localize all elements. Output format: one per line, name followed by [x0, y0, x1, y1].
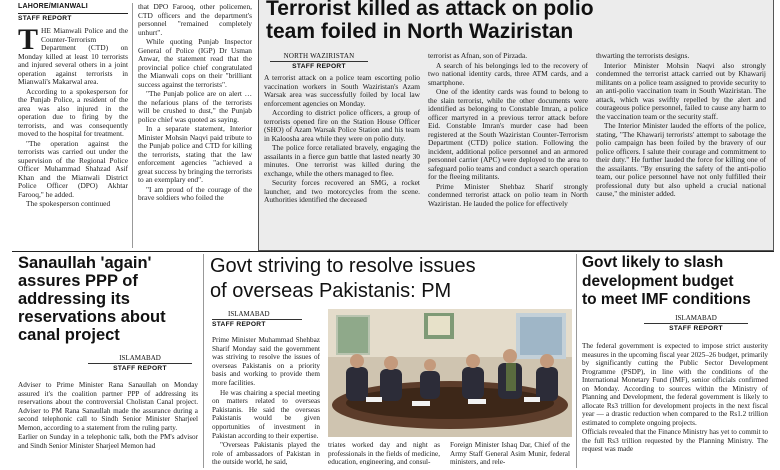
- paragraph: that DPO Farooq, other policemen, CTD officers and the department's personnel "remained completely unhurt".: [138, 3, 252, 37]
- dateline-islamabad: ISLAMABAD: [119, 354, 161, 362]
- article-column: [212, 336, 320, 470]
- headline-line: Terrorist killed as attack on polio: [266, 0, 594, 20]
- article-column: [428, 52, 588, 246]
- headline: [210, 254, 570, 304]
- byline-block: [212, 310, 302, 328]
- section-divider: [12, 251, 774, 252]
- paragraph: The Interior Minister lauded the efforts of the police, stating, "The Khawarij terrorists' attempt to sabotage the polio campaign has been foiled by the bravery of our police officers. I salute their courage and commitment to their duty." He further lauded the force for killing one of the assailants. "By ensuring the safety of the anti-polio team, our police personnel have not only fulfilled their professional duty but also upheld a crucial national cause," the minister added.: [596, 121, 766, 198]
- headline-line: Sanaullah 'again': [18, 254, 152, 272]
- paragraph: Interior Minister Mohsin Naqvi also strongly condemned the terrorist attack carried out by Khawarij militants on a police team assigned to provide security to an anti-polio vaccination team in South Waziristan. The attack, which was swiftly repelled by the alert and courageous police personnel, failed to cause any harm to the vaccination team or the security staff.: [596, 60, 766, 121]
- paragraph: While quoting Punjab Inspector General of Police (IGP) Dr Usman Anwar, the statement read that the provincial police chief congratulated the Mianwali cops on their "brilliant success against the terrorists".: [138, 37, 252, 89]
- paragraph: Prime Minister Shehbaz Sharif strongly condemned terrorist attack on polio team in North Waziristan. He lauded the police for effectively: [428, 181, 588, 208]
- paragraph: He was chairing a special meeting on matters related to overseas Pakistanis. He said the overseas Pakistanis would be given opportunities of investment in Pakistan according to their expertise.: [212, 388, 320, 440]
- paragraph: triates worked day and night as professionals in the fields of medicine, education, engineering, and consul-: [328, 441, 440, 467]
- headline: [18, 254, 200, 344]
- dateline-lahore: LAHORE/MIANWALI: [18, 3, 88, 10]
- headline-line: reservations about: [18, 308, 166, 326]
- paragraph: The federal government is expected to impose strict austerity measures in the upcoming fiscal year 2025–26 budget, primarily by significantly cutting the Public Sector Development Programme (PSDP), in line with the conditions of the International Monetary Fund (IMF), senior officials confirmed on Monday. According to sources within the Ministry of Planning and Development, the federal government is likely to allocate Rs3 trillion for development projects in the next fiscal year — a drastic reduction when compared to the Rs1.2 trillion estimated to complete ongoing projects.: [582, 342, 768, 427]
- paragraph: The spokesperson continued: [26, 199, 111, 208]
- headline-line: to meet IMF conditions: [582, 291, 751, 308]
- staff-report-byline: STAFF REPORT: [113, 365, 167, 372]
- paragraph: Earlier on Sunday in a telephonic talk, both the PM's advisor and Sindh Senior Minister Sharjeel Memon had: [18, 433, 198, 450]
- headline-line: team foiled in North Waziristan: [266, 20, 574, 43]
- byline-block: [264, 52, 374, 70]
- paragraph: "The Punjab police are on alert … the nefarious plans of the terrorists will be crushed to dust," the Punjab police chief was quoted as saying.: [138, 89, 252, 124]
- rule: [18, 13, 128, 14]
- article-column: [18, 381, 198, 470]
- paragraph: According to a spokesperson for the Punjab Police, a resident of the area was also injured in the operation due to firing by the terrorists, and was consequently moved to the hospital for treatment.: [18, 86, 128, 138]
- paragraph: A terrorist attack on a police team escorting polio vaccination workers in South Waziristan's Azam Warsak area was successfully foiled by local law enforcement agencies on Monday.: [264, 74, 420, 108]
- column-divider: [576, 254, 577, 468]
- meeting-photo: [328, 309, 572, 437]
- paragraph: thwarting the terrorists designs.: [596, 52, 690, 60]
- dateline-islamabad: ISLAMABAD: [675, 314, 717, 322]
- headline-line: Govt likely to slash: [582, 254, 724, 271]
- meeting-photo-illustration: [328, 309, 572, 437]
- byline-block: [640, 314, 752, 332]
- column-divider: [132, 3, 133, 248]
- article-column: [596, 52, 766, 246]
- paragraph: HE Mianwali Police and the Counter-Terrorism Department (CTD) on Monday killed at least 10 terrorists and injured several others in a joint operation against terrorists in Mianwali's Makarwal area.: [18, 27, 128, 86]
- byline-block: [84, 354, 196, 372]
- column-divider: [203, 254, 204, 468]
- article-column: [18, 27, 128, 249]
- paragraph: Officials revealed that the Finance Ministry has yet to commit to the full Rs3 trillion requested by the Planning Ministry. The request was made: [582, 428, 768, 453]
- headline-line: canal project: [18, 326, 120, 344]
- paragraph: A search of his belongings led to the recovery of two national identity cards, three ATM cards, and a smartphone.: [428, 60, 588, 87]
- article-column: [264, 74, 420, 246]
- headline: [582, 254, 772, 310]
- paragraph: Prime Minister Muhammad Shehbaz Sharif Monday said the government was striving to resolve the issues of overseas Pakistanis on a priority basis and working to provide them more facilities.: [212, 336, 320, 387]
- paragraph: The police force retaliated bravely, engaging the assailants in a fierce gun battle that lasted nearly 30 minutes. One terrorist was killed during the exchange, while the others managed to flee.: [264, 143, 420, 178]
- article-column: [328, 441, 440, 470]
- paragraph: Adviser to Prime Minister Rana Sanaullah on Monday assured it's the coalition partner PPP of addressing its reservations about the controversial Cholistan Canal project. Adviser to PM Rana Sanaullah made the assurance during a second telephonic call to Sindh Senior Minister Sharjeel Memon, according to a statement from the ruling party.: [18, 381, 198, 432]
- staff-report-byline: STAFF REPORT: [292, 63, 346, 70]
- paragraph: Security forces recovered an SMG, a rocket launcher, and two motorcycles from the scene. Authorities identified the deceased: [264, 178, 420, 204]
- rule: [88, 363, 192, 364]
- rule: [270, 61, 368, 62]
- dateline-north-waziristan: NORTH WAZIRISTAN: [283, 52, 355, 60]
- paragraph: According to district police officers, a group of terrorists opened fire on the Station House Officer (SHO) of Azam Warsak Police Station and his team in Kaloosha area while they were on polio duty.: [264, 108, 420, 143]
- paragraph: "I am proud of the courage of the brave soldiers who foiled the: [138, 184, 252, 202]
- paragraph: "Overseas Pakistanis played the role of ambassadors of Pakistan in the outside world, he said,: [212, 441, 320, 467]
- paragraph: One of the identity cards was found to belong to the slain terrorist, while the other documents were identified as belonging to Constable Imran, a police officer martyred in a previous terror attack before Eid. Constable Imran's murder case had been registered at the South Waziristan Counter-Terrorism Department (CTD) police station. Following the incident, additional police personnel and an armored personnel carrier (APC) were deployed to the area to safeguard polio teams and conduct a search operation for the fleeing militants.: [428, 87, 588, 181]
- staff-report-byline: STAFF REPORT: [18, 15, 72, 22]
- headline-line: addressing its: [18, 290, 130, 308]
- paragraph: Foreign Minister Ishaq Dar, Chief of the Army Staff General Asim Munir, federal ministers, and rele-: [450, 441, 570, 467]
- paragraph: In a separate statement, Interior Minister Mohsin Naqvi paid tribute to the Punjab police and CTD for killing the terrorists, stating that the law enforcement agencies "achieved a great success by bringing the terrorists to an exemplary end".: [138, 124, 252, 184]
- paragraph: "The operation against the terrorists was carried out under the supervision of the Regional Police Officer Muhammad Shahzad Asif Khan and the Mianwali District Police Officer (DPO) Akhtar Farooq," he added.: [18, 138, 128, 199]
- headline-line: assures PPP of: [18, 272, 138, 290]
- headline-line: of overseas Pakistanis: PM: [210, 280, 452, 302]
- article-column: [582, 342, 768, 470]
- rule: [644, 323, 748, 324]
- article-column: [450, 441, 570, 470]
- paragraph: terrorist as Afnan, son of Pirzada.: [428, 52, 528, 60]
- headline-line: development budget: [582, 272, 734, 290]
- headline: [266, 0, 766, 43]
- staff-report-byline: STAFF REPORT: [212, 321, 266, 328]
- article-column: [138, 3, 252, 249]
- rule: [212, 319, 302, 320]
- drop-cap: T: [18, 27, 39, 56]
- dateline-islamabad: ISLAMABAD: [228, 310, 270, 318]
- staff-report-byline: STAFF REPORT: [669, 325, 723, 332]
- headline-line: Govt striving to resolve issues: [210, 255, 476, 277]
